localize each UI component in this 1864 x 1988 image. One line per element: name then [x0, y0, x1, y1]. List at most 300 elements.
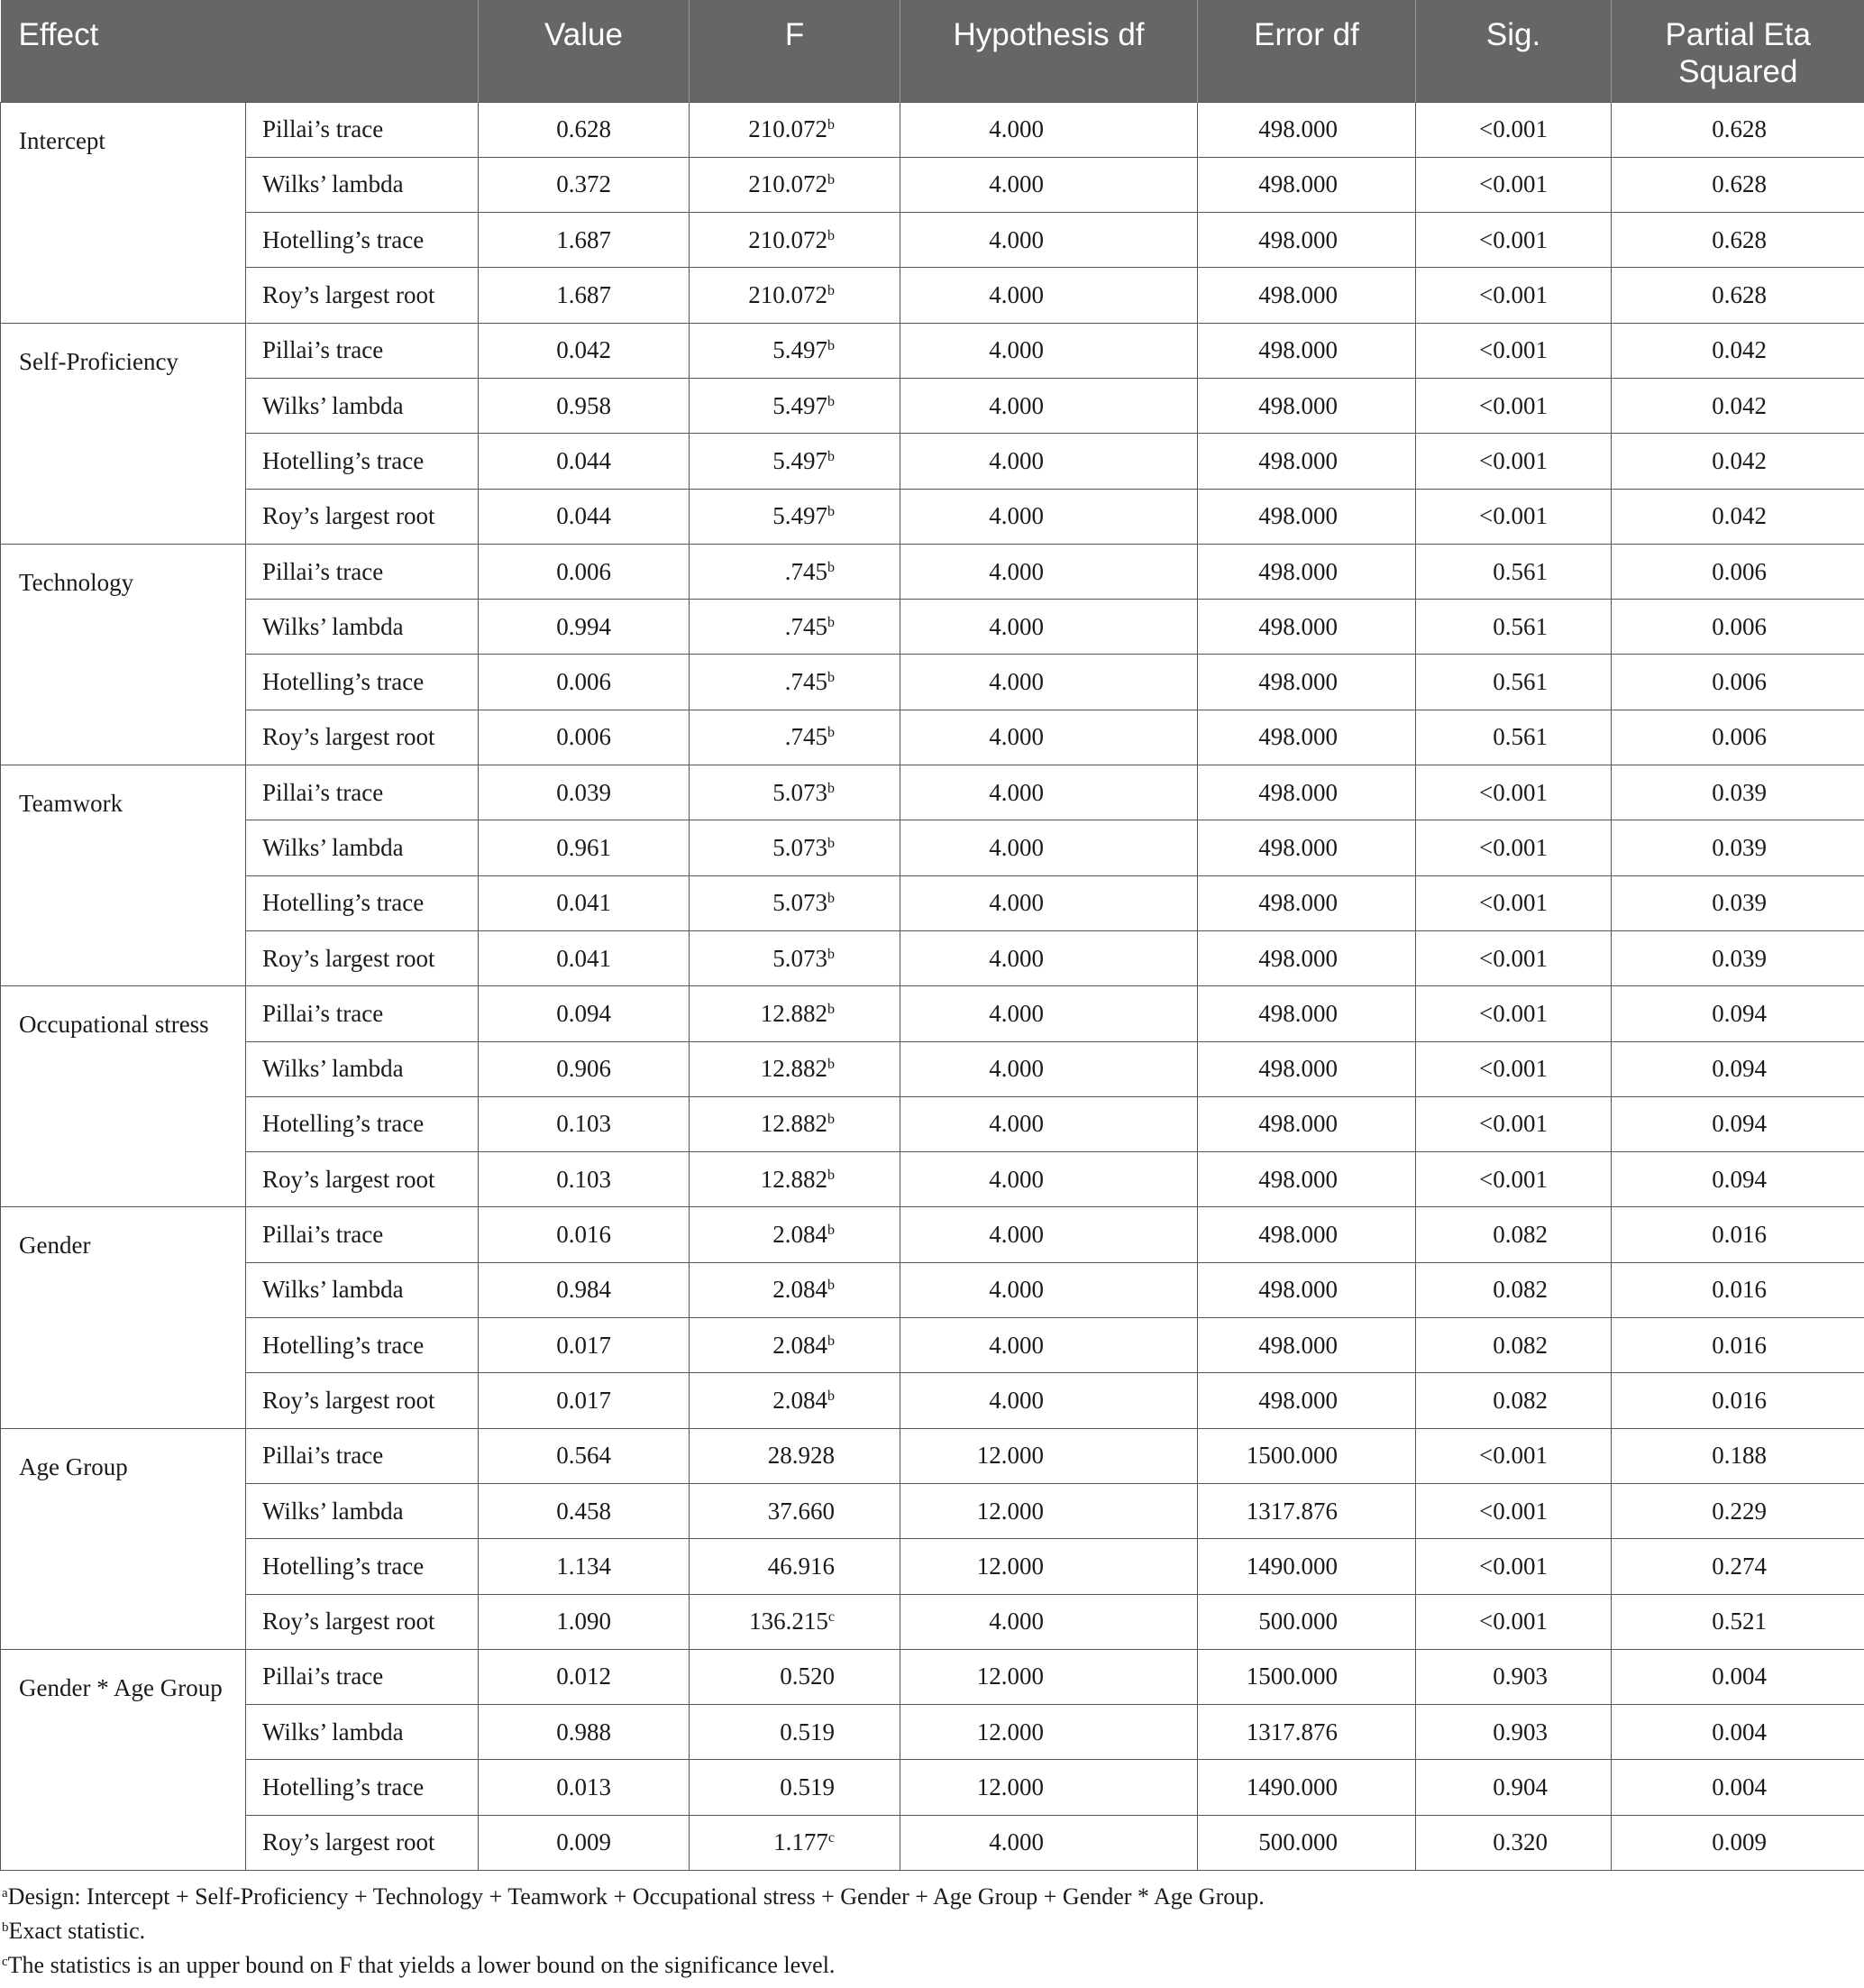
- statistic-cell: Hotelling’s trace: [246, 1096, 479, 1151]
- f-value: 1.177: [773, 1828, 828, 1856]
- value-cell: 0.017: [479, 1373, 690, 1428]
- value-cell: 0.017: [479, 1318, 690, 1373]
- f-cell: [690, 378, 900, 433]
- f-footnote-mark: b: [827, 946, 836, 962]
- sig-cell: 0.320: [1416, 1815, 1612, 1870]
- sig-cell: <0.001: [1416, 213, 1612, 268]
- hypothesis-df-cell: 4.000: [900, 323, 1198, 378]
- statistic-cell: Pillai’s trace: [246, 544, 479, 599]
- hypothesis-df-cell: 12.000: [900, 1428, 1198, 1483]
- error-df-cell: 498.000: [1198, 1207, 1416, 1262]
- partial-eta-cell: 0.039: [1612, 930, 1864, 985]
- f-value: 12.882: [760, 999, 828, 1027]
- error-df-cell: 498.000: [1198, 378, 1416, 433]
- statistic-cell: Wilks’ lambda: [246, 600, 479, 655]
- error-df-cell: 498.000: [1198, 1152, 1416, 1207]
- statistic-cell: Hotelling’s trace: [246, 875, 479, 930]
- sig-cell: 0.561: [1416, 600, 1612, 655]
- f-cell: [690, 1207, 900, 1262]
- error-df-cell: 498.000: [1198, 213, 1416, 268]
- header-error-df: Error df: [1198, 0, 1416, 102]
- f-footnote-mark: b: [827, 117, 836, 133]
- error-df-cell: 498.000: [1198, 600, 1416, 655]
- error-df-cell: 498.000: [1198, 268, 1416, 323]
- sig-cell: <0.001: [1416, 1041, 1612, 1096]
- f-value: .745: [784, 668, 828, 696]
- f-cell: [690, 102, 900, 157]
- f-footnote-mark: b: [827, 1167, 836, 1183]
- statistic-cell: Wilks’ lambda: [246, 157, 479, 212]
- statistic-cell: Wilks’ lambda: [246, 378, 479, 433]
- f-cell: [690, 157, 900, 212]
- partial-eta-cell: 0.006: [1612, 710, 1864, 765]
- sig-cell: 0.561: [1416, 544, 1612, 599]
- header-partial-eta-line2: Squared: [1678, 54, 1798, 89]
- footnote-c: [2, 1948, 1864, 1983]
- footnote-text: The statistics is an upper bound on F that yields a lower bound on the significance level.: [7, 1952, 836, 1978]
- hypothesis-df-cell: 4.000: [900, 875, 1198, 930]
- table-row: [1, 323, 1864, 378]
- value-cell: 0.009: [479, 1815, 690, 1870]
- hypothesis-df-cell: 4.000: [900, 1262, 1198, 1317]
- f-footnote-mark: b: [827, 1278, 836, 1294]
- partial-eta-cell: 0.628: [1612, 268, 1864, 323]
- sig-cell: <0.001: [1416, 489, 1612, 544]
- f-footnote-mark: b: [827, 1057, 836, 1073]
- hypothesis-df-cell: 4.000: [900, 1318, 1198, 1373]
- statistic-cell: Pillai’s trace: [246, 986, 479, 1041]
- hypothesis-df-cell: 12.000: [900, 1483, 1198, 1538]
- f-footnote-mark: b: [827, 725, 836, 741]
- hypothesis-df-cell: 12.000: [900, 1649, 1198, 1704]
- table-row: [1, 930, 1864, 985]
- error-df-cell: 1317.876: [1198, 1705, 1416, 1760]
- f-value: 0.519: [780, 1718, 836, 1745]
- f-cell: [690, 1096, 900, 1151]
- table-row: [1, 1705, 1864, 1760]
- hypothesis-df-cell: 4.000: [900, 489, 1198, 544]
- statistic-cell: Hotelling’s trace: [246, 1318, 479, 1373]
- statistic-cell: Pillai’s trace: [246, 1207, 479, 1262]
- hypothesis-df-cell: 4.000: [900, 986, 1198, 1041]
- value-cell: 0.628: [479, 102, 690, 157]
- sig-cell: <0.001: [1416, 434, 1612, 489]
- value-cell: 0.044: [479, 434, 690, 489]
- effect-cell: Teamwork: [1, 765, 246, 986]
- sig-cell: 0.903: [1416, 1705, 1612, 1760]
- table-row: [1, 820, 1864, 875]
- partial-eta-cell: 0.628: [1612, 157, 1864, 212]
- header-row: [1, 0, 1864, 102]
- f-value: .745: [784, 612, 828, 640]
- f-cell: [690, 1649, 900, 1704]
- f-cell: [690, 1594, 900, 1649]
- f-value: 2.084: [772, 1221, 828, 1249]
- partial-eta-cell: 0.006: [1612, 600, 1864, 655]
- partial-eta-cell: 0.016: [1612, 1207, 1864, 1262]
- error-df-cell: 498.000: [1198, 765, 1416, 820]
- statistic-cell: Wilks’ lambda: [246, 820, 479, 875]
- f-value: 210.072: [748, 115, 828, 143]
- partial-eta-cell: 0.004: [1612, 1649, 1864, 1704]
- hypothesis-df-cell: 4.000: [900, 1373, 1198, 1428]
- f-value: 12.882: [760, 1110, 828, 1138]
- sig-cell: 0.561: [1416, 655, 1612, 710]
- error-df-cell: 498.000: [1198, 434, 1416, 489]
- value-cell: 0.984: [479, 1262, 690, 1317]
- error-df-cell: 498.000: [1198, 1041, 1416, 1096]
- statistic-cell: Roy’s largest root: [246, 489, 479, 544]
- statistic-cell: Roy’s largest root: [246, 1373, 479, 1428]
- partial-eta-cell: 0.016: [1612, 1373, 1864, 1428]
- partial-eta-cell: 0.521: [1612, 1594, 1864, 1649]
- f-footnote-mark: b: [827, 891, 836, 907]
- table-row: [1, 544, 1864, 599]
- f-footnote-mark: b: [827, 614, 836, 630]
- partial-eta-cell: 0.094: [1612, 1152, 1864, 1207]
- statistic-cell: Pillai’s trace: [246, 1428, 479, 1483]
- value-cell: 0.958: [479, 378, 690, 433]
- value-cell: 0.039: [479, 765, 690, 820]
- f-value: 0.519: [780, 1773, 836, 1801]
- error-df-cell: 498.000: [1198, 1096, 1416, 1151]
- hypothesis-df-cell: 4.000: [900, 655, 1198, 710]
- hypothesis-df-cell: 4.000: [900, 820, 1198, 875]
- error-df-cell: 498.000: [1198, 489, 1416, 544]
- table-body: [1, 102, 1864, 1871]
- value-cell: 0.564: [479, 1428, 690, 1483]
- f-cell: [690, 1428, 900, 1483]
- f-value: 46.916: [767, 1552, 836, 1580]
- error-df-cell: 1500.000: [1198, 1428, 1416, 1483]
- table-row: [1, 1594, 1864, 1649]
- value-cell: 0.041: [479, 875, 690, 930]
- value-cell: 0.961: [479, 820, 690, 875]
- f-footnote-mark: b: [827, 1223, 836, 1239]
- f-cell: [690, 1318, 900, 1373]
- value-cell: 0.042: [479, 323, 690, 378]
- f-value: 5.073: [772, 889, 828, 917]
- f-cell: [690, 1539, 900, 1594]
- f-cell: [690, 986, 900, 1041]
- f-cell: [690, 600, 900, 655]
- f-value: 28.928: [767, 1442, 836, 1470]
- f-cell: [690, 268, 900, 323]
- sig-cell: 0.082: [1416, 1318, 1612, 1373]
- effect-cell: Technology: [1, 544, 246, 765]
- f-value: 210.072: [748, 281, 828, 309]
- error-df-cell: 500.000: [1198, 1815, 1416, 1870]
- error-df-cell: 498.000: [1198, 710, 1416, 765]
- statistic-cell: Hotelling’s trace: [246, 1539, 479, 1594]
- f-footnote-mark: b: [827, 448, 836, 464]
- sig-cell: 0.082: [1416, 1207, 1612, 1262]
- f-cell: [690, 1760, 900, 1815]
- f-value: 136.215: [749, 1608, 828, 1635]
- hypothesis-df-cell: 12.000: [900, 1760, 1198, 1815]
- sig-cell: 0.082: [1416, 1262, 1612, 1317]
- value-cell: 0.006: [479, 655, 690, 710]
- f-value: 12.882: [760, 1055, 828, 1083]
- f-cell: [690, 1041, 900, 1096]
- f-value: 5.073: [772, 944, 828, 972]
- sig-cell: <0.001: [1416, 765, 1612, 820]
- statistic-cell: Hotelling’s trace: [246, 1760, 479, 1815]
- f-cell: [690, 875, 900, 930]
- partial-eta-cell: 0.039: [1612, 820, 1864, 875]
- header-partial-eta-line1: Partial Eta: [1665, 17, 1811, 52]
- f-footnote-mark: b: [827, 559, 836, 575]
- error-df-cell: 1500.000: [1198, 1649, 1416, 1704]
- partial-eta-cell: 0.628: [1612, 213, 1864, 268]
- table-row: [1, 600, 1864, 655]
- error-df-cell: 498.000: [1198, 930, 1416, 985]
- partial-eta-cell: 0.039: [1612, 875, 1864, 930]
- statistic-cell: Roy’s largest root: [246, 1152, 479, 1207]
- partial-eta-cell: 0.042: [1612, 489, 1864, 544]
- error-df-cell: 498.000: [1198, 820, 1416, 875]
- partial-eta-cell: 0.094: [1612, 1041, 1864, 1096]
- value-cell: 0.044: [479, 489, 690, 544]
- hypothesis-df-cell: 4.000: [900, 268, 1198, 323]
- f-footnote-mark: b: [827, 338, 836, 354]
- f-cell: [690, 1373, 900, 1428]
- partial-eta-cell: 0.004: [1612, 1760, 1864, 1815]
- partial-eta-cell: 0.009: [1612, 1815, 1864, 1870]
- f-footnote-mark: b: [827, 283, 836, 299]
- value-cell: 0.094: [479, 986, 690, 1041]
- statistic-cell: Pillai’s trace: [246, 765, 479, 820]
- footnote-mark: a: [2, 1886, 8, 1901]
- f-footnote-mark: c: [827, 1830, 836, 1846]
- table-row: [1, 765, 1864, 820]
- value-cell: 0.013: [479, 1760, 690, 1815]
- table-row: [1, 378, 1864, 433]
- f-footnote-mark: b: [827, 836, 836, 851]
- sig-cell: <0.001: [1416, 323, 1612, 378]
- table-row: [1, 1152, 1864, 1207]
- sig-cell: <0.001: [1416, 1483, 1612, 1538]
- partial-eta-cell: 0.094: [1612, 1096, 1864, 1151]
- table-row: [1, 1760, 1864, 1815]
- f-value: 12.882: [760, 1165, 828, 1193]
- value-cell: 1.687: [479, 213, 690, 268]
- effect-cell: Gender * Age Group: [1, 1649, 246, 1870]
- f-cell: [690, 1483, 900, 1538]
- sig-cell: <0.001: [1416, 157, 1612, 212]
- f-cell: [690, 1152, 900, 1207]
- value-cell: 0.906: [479, 1041, 690, 1096]
- statistic-cell: Hotelling’s trace: [246, 213, 479, 268]
- hypothesis-df-cell: 4.000: [900, 1041, 1198, 1096]
- header-effect: Effect: [1, 0, 479, 102]
- partial-eta-cell: 0.628: [1612, 102, 1864, 157]
- statistic-cell: Roy’s largest root: [246, 1594, 479, 1649]
- partial-eta-cell: 0.006: [1612, 544, 1864, 599]
- hypothesis-df-cell: 4.000: [900, 102, 1198, 157]
- partial-eta-cell: 0.188: [1612, 1428, 1864, 1483]
- partial-eta-cell: 0.016: [1612, 1318, 1864, 1373]
- table-row: [1, 1262, 1864, 1317]
- f-cell: [690, 544, 900, 599]
- statistic-cell: Pillai’s trace: [246, 102, 479, 157]
- table-footnotes: [0, 1880, 1864, 1983]
- f-value: 37.660: [767, 1497, 836, 1525]
- statistic-cell: Pillai’s trace: [246, 323, 479, 378]
- partial-eta-cell: 0.006: [1612, 655, 1864, 710]
- f-cell: [690, 1262, 900, 1317]
- value-cell: 0.041: [479, 930, 690, 985]
- statistic-cell: Roy’s largest root: [246, 1815, 479, 1870]
- f-cell: [690, 213, 900, 268]
- value-cell: 0.103: [479, 1152, 690, 1207]
- sig-cell: <0.001: [1416, 1428, 1612, 1483]
- f-footnote-mark: b: [827, 1388, 836, 1404]
- sig-cell: <0.001: [1416, 1096, 1612, 1151]
- statistic-cell: Hotelling’s trace: [246, 434, 479, 489]
- value-cell: 1.134: [479, 1539, 690, 1594]
- partial-eta-cell: 0.274: [1612, 1539, 1864, 1594]
- hypothesis-df-cell: 12.000: [900, 1705, 1198, 1760]
- f-value: 5.497: [772, 502, 828, 530]
- f-cell: [690, 1705, 900, 1760]
- effect-cell: Self-Proficiency: [1, 323, 246, 544]
- footnote-a: [2, 1880, 1864, 1914]
- f-cell: [690, 489, 900, 544]
- table-row: [1, 1483, 1864, 1538]
- table-row: [1, 1428, 1864, 1483]
- hypothesis-df-cell: 4.000: [900, 1815, 1198, 1870]
- f-footnote-mark: b: [827, 780, 836, 796]
- error-df-cell: 498.000: [1198, 655, 1416, 710]
- header-value: Value: [479, 0, 690, 102]
- sig-cell: <0.001: [1416, 378, 1612, 433]
- f-cell: [690, 655, 900, 710]
- f-footnote-mark: b: [827, 393, 836, 409]
- partial-eta-cell: 0.039: [1612, 765, 1864, 820]
- table-row: [1, 1041, 1864, 1096]
- f-footnote-mark: b: [827, 1001, 836, 1017]
- f-value: 5.073: [772, 778, 828, 806]
- f-footnote-mark: b: [827, 1333, 836, 1349]
- value-cell: 0.006: [479, 544, 690, 599]
- partial-eta-cell: 0.229: [1612, 1483, 1864, 1538]
- f-value: 5.073: [772, 834, 828, 861]
- hypothesis-df-cell: 4.000: [900, 1152, 1198, 1207]
- f-cell: [690, 765, 900, 820]
- error-df-cell: 498.000: [1198, 157, 1416, 212]
- error-df-cell: 500.000: [1198, 1594, 1416, 1649]
- sig-cell: 0.561: [1416, 710, 1612, 765]
- table-row: [1, 986, 1864, 1041]
- table-row: [1, 268, 1864, 323]
- value-cell: 0.016: [479, 1207, 690, 1262]
- table-row: [1, 1096, 1864, 1151]
- error-df-cell: 498.000: [1198, 986, 1416, 1041]
- value-cell: 0.006: [479, 710, 690, 765]
- f-value: 2.084: [772, 1386, 828, 1414]
- hypothesis-df-cell: 4.000: [900, 600, 1198, 655]
- footnote-mark: b: [2, 1920, 9, 1935]
- hypothesis-df-cell: 4.000: [900, 157, 1198, 212]
- header-sig: Sig.: [1416, 0, 1612, 102]
- hypothesis-df-cell: 4.000: [900, 434, 1198, 489]
- error-df-cell: 1490.000: [1198, 1539, 1416, 1594]
- sig-cell: <0.001: [1416, 1594, 1612, 1649]
- f-footnote-mark: b: [827, 670, 836, 686]
- f-footnote-mark: b: [827, 172, 836, 188]
- footnote-text: Exact statistic.: [8, 1918, 146, 1944]
- sig-cell: <0.001: [1416, 268, 1612, 323]
- table-row: [1, 1815, 1864, 1870]
- hypothesis-df-cell: 4.000: [900, 544, 1198, 599]
- f-cell: [690, 1815, 900, 1870]
- table-row: [1, 1207, 1864, 1262]
- partial-eta-cell: 0.094: [1612, 986, 1864, 1041]
- value-cell: 1.687: [479, 268, 690, 323]
- partial-eta-cell: 0.042: [1612, 378, 1864, 433]
- error-df-cell: 1317.876: [1198, 1483, 1416, 1538]
- hypothesis-df-cell: 4.000: [900, 710, 1198, 765]
- f-value: 2.084: [772, 1331, 828, 1359]
- statistic-cell: Roy’s largest root: [246, 710, 479, 765]
- statistic-cell: Wilks’ lambda: [246, 1705, 479, 1760]
- footnote-text: Design: Intercept + Self-Proficiency + Technology + Teamwork + Occupational stress + Gender + Age Group + Gender * Age Group.: [7, 1883, 1265, 1910]
- table-row: [1, 157, 1864, 212]
- sig-cell: <0.001: [1416, 102, 1612, 157]
- sig-cell: 0.904: [1416, 1760, 1612, 1815]
- table-row: [1, 489, 1864, 544]
- error-df-cell: 498.000: [1198, 1262, 1416, 1317]
- sig-cell: <0.001: [1416, 1152, 1612, 1207]
- f-value: 5.497: [772, 391, 828, 419]
- statistic-cell: Roy’s largest root: [246, 268, 479, 323]
- value-cell: 0.012: [479, 1649, 690, 1704]
- table-row: [1, 434, 1864, 489]
- error-df-cell: 498.000: [1198, 1318, 1416, 1373]
- f-value: 0.520: [780, 1663, 836, 1690]
- hypothesis-df-cell: 4.000: [900, 930, 1198, 985]
- f-value: .745: [784, 557, 828, 585]
- f-footnote-mark: b: [827, 1112, 836, 1128]
- sig-cell: 0.903: [1416, 1649, 1612, 1704]
- table-row: [1, 875, 1864, 930]
- effect-cell: Gender: [1, 1207, 246, 1428]
- partial-eta-cell: 0.004: [1612, 1705, 1864, 1760]
- table-header: [1, 0, 1864, 102]
- sig-cell: <0.001: [1416, 1539, 1612, 1594]
- effect-cell: Occupational stress: [1, 986, 246, 1207]
- f-cell: [690, 930, 900, 985]
- value-cell: 0.994: [479, 600, 690, 655]
- f-footnote-mark: b: [827, 504, 836, 520]
- value-cell: 0.988: [479, 1705, 690, 1760]
- table-row: [1, 1539, 1864, 1594]
- table-row: [1, 1373, 1864, 1428]
- header-f: F: [690, 0, 900, 102]
- value-cell: 0.458: [479, 1483, 690, 1538]
- hypothesis-df-cell: 4.000: [900, 1594, 1198, 1649]
- f-cell: [690, 820, 900, 875]
- f-value: 5.497: [772, 336, 828, 364]
- statistic-cell: Wilks’ lambda: [246, 1041, 479, 1096]
- footnote-mark: c: [2, 1955, 8, 1969]
- f-footnote-mark: c: [827, 1609, 836, 1626]
- statistic-cell: Wilks’ lambda: [246, 1483, 479, 1538]
- f-value: 5.497: [772, 446, 828, 474]
- footnote-b: [2, 1914, 1864, 1948]
- sig-cell: <0.001: [1416, 930, 1612, 985]
